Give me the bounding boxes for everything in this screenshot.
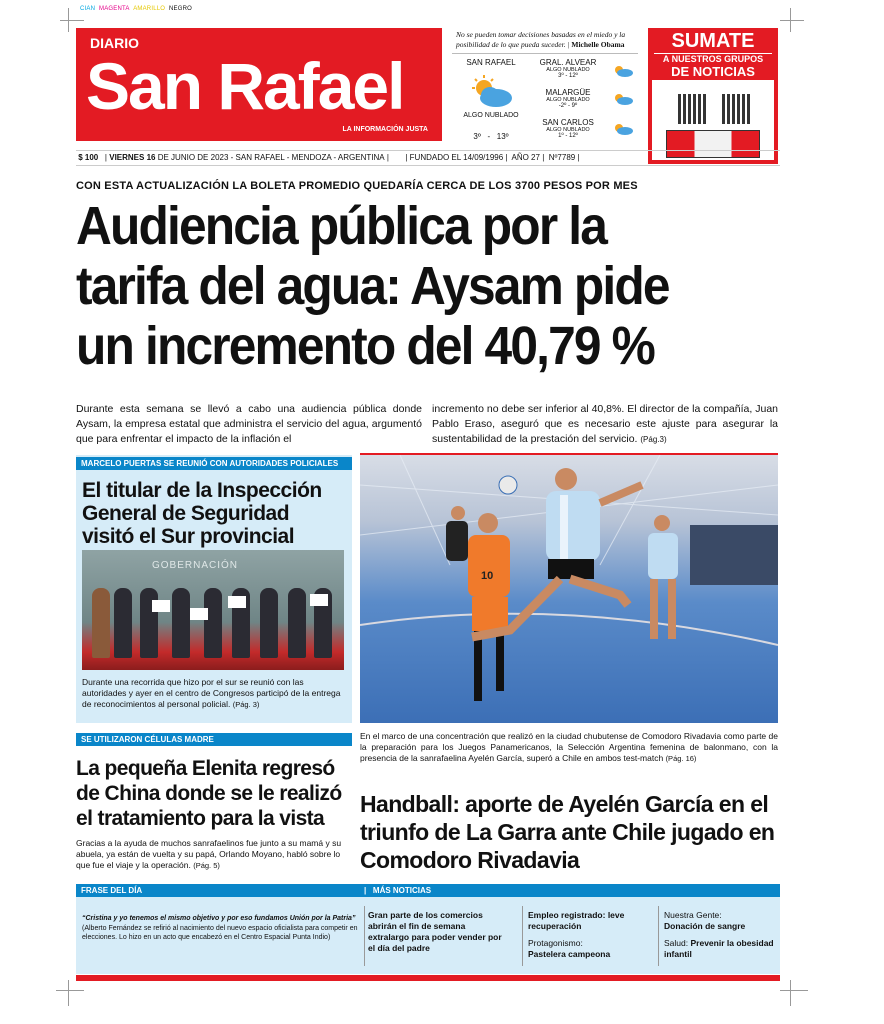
sun-cloud-icon [612, 92, 634, 106]
crop-mark [60, 20, 84, 21]
crop-mark [780, 20, 804, 21]
masthead-diario: DIARIO [90, 35, 139, 51]
founded: FUNDADO EL 14/09/1996 [409, 153, 504, 162]
photo-sign: GOBERNACIÓN [152, 560, 239, 571]
promo-line2: DE NOTICIAS [671, 64, 755, 79]
news-donacion[interactable]: Nuestra Gente: Donación de sangre [664, 910, 746, 931]
issue-number: Nº7789 [548, 153, 576, 162]
handball-photo[interactable] [360, 455, 778, 723]
crop-mark [790, 980, 791, 1006]
qr-code-icon [678, 94, 708, 124]
main-headline[interactable]: Audiencia pública por la tarifa del agua: Aysam pide un incremento del 40,79 % [76, 196, 669, 376]
handball-title[interactable]: Handball: aporte de Ayelén García en el triunfo de La Garra ante Chile jugado en Comodoro Rivadavia [360, 791, 775, 873]
footer-bar [76, 884, 780, 974]
promo-line1: A NUESTROS GRUPOS [662, 54, 764, 64]
security-caption: Durante una recorrida que hizo por el sur se reunió con las autoridades y ayer en el centro de Congresos participó de la entrega de reconocimientos al personal policial. (Pág. 3) [82, 677, 341, 709]
section-label: SE UTILIZARON CÉLULAS MADRE [76, 733, 352, 746]
elenita-body: Gracias a la ayuda de muchos sanrafaelinos fue junto a su mamá y su abuela, ya están de vuelta y su papá, Orlando Moyano, habló sobre lo que fue el viaje y la operación. (Pág. 5) [76, 838, 342, 870]
news-empleo[interactable]: Empleo registrado: leve recuperación [528, 910, 625, 931]
main-page-ref: (Pág.3) [640, 435, 667, 444]
handball-players-illustration [360, 455, 778, 723]
security-photo [82, 550, 344, 670]
frase-label: FRASE DEL DÍA [81, 886, 143, 895]
masthead-tagline: LA INFORMACIÓN JUSTA [342, 126, 428, 133]
weather-max: 13º [496, 132, 509, 141]
crop-mark [790, 8, 791, 32]
weather-alvear: GRAL. ALVEAR ALGO NUBLADO 3º - 12º [539, 58, 597, 79]
mas-label: MÁS NOTICIAS [372, 886, 432, 895]
story-security[interactable] [76, 455, 352, 723]
masthead-name: San Rafael [86, 49, 404, 123]
news-comercios[interactable]: Gran parte de los comercios abrirán el fin de semana extralargo para poder vender por el día del padre [368, 910, 502, 953]
crop-mark [68, 8, 69, 32]
qr-code-icon [722, 94, 752, 124]
crop-mark [56, 990, 84, 991]
masthead-logo[interactable] [76, 28, 442, 141]
crop-mark [68, 980, 69, 1006]
weather-min: 3º [473, 132, 481, 141]
news-pastelera[interactable]: Protagonismo: Pastelera campeona [528, 938, 611, 959]
news-salud[interactable]: Salud: Prevenir la obesidad infantil [664, 938, 774, 959]
weather-malargue: MALARGÜE ALGO NUBLADO -2º - 9º [545, 88, 591, 109]
main-lead-col1: Durante esta semana se llevó a cabo una audiencia pública donde Aysam, la empresa estatal que administra el servicio del agua, argumentó que para enfrentar el impacto de la inflación el [76, 403, 422, 445]
jersey-number: 10 [481, 570, 494, 582]
price: $ 100 [78, 153, 99, 162]
date-rest: DE JUNIO DE 2023 - SAN RAFAEL - MENDOZA - ARGENTINA [157, 153, 385, 162]
weather-city: SAN RAFAEL [466, 58, 516, 67]
handball-caption: En el marco de una concentración que realizó en la ciudad chubutense de Comodoro Rivadavia como parte de la preparación para los Juegos Panamericanos, la Selección Argentina femenina de balonmano, con la presencia de la sanrafaelina Ayelén García, superó a Chile en ambos test-match (Pág. 16) [360, 731, 778, 763]
crop-mark [780, 990, 808, 991]
story-security-title: El titular de la Inspección General de Seguridad visitó el Sur provincial [82, 479, 322, 548]
weather-condition: ALGO NUBLADO [463, 112, 519, 119]
elenita-title[interactable]: La pequeña Elenita regresó de China donde se le realizó el tratamiento para la vista [76, 757, 342, 830]
sun-cloud-icon [468, 74, 514, 108]
footer-header: FRASE DEL DÍA | MÁS NOTICIAS [76, 884, 780, 897]
color-registration: CIAN MAGENTA AMARILLO NEGRO [80, 6, 193, 12]
edition-info-bar: $ 100 | VIERNES 16 DE JUNIO DE 2023 - SAN RAFAEL - MENDOZA - ARGENTINA | | FUNDADO EL 14/09/1996 | AÑO 27 | Nº7789 | [76, 150, 780, 166]
quote-of-day: No se pueden tomar decisiones basadas en el miedo y la posibilidad de lo que pueda suceder. | Michelle Obama [452, 28, 638, 54]
main-lead-col2: incremento no debe ser inferior al 40,8%. El director de la compañía, Juan Pablo Eraso, aseguró que es necesario este ajuste para asegurar la sustentabilidad de la prestación del servicio. (Pág.3) [432, 403, 778, 445]
sun-cloud-icon [612, 122, 634, 136]
main-kicker: CON ESTA ACTUALIZACIÓN LA BOLETA PROMEDIO QUEDARÍA CERCA DE LOS 3700 PESOS POR MES [76, 180, 638, 192]
year: AÑO 27 [511, 153, 540, 162]
footer-red-rule [76, 975, 780, 981]
weather-san-carlos: SAN CARLOS ALGO NUBLADO 1º - 12º [542, 118, 594, 139]
sun-cloud-icon [612, 64, 634, 78]
news-groups-promo[interactable] [648, 28, 778, 164]
promo-qr-area [652, 80, 774, 160]
date-day: VIERNES 16 [109, 153, 156, 162]
section-label: MARCELO PUERTAS SE REUNIÓ CON AUTORIDADES POLICIALES [76, 457, 352, 470]
frase-del-dia: “Cristina y yo tenemos el mismo objetivo y por eso fundamos Unión por la Patria” (Alberto Fernández se refirió al nacimiento del nuevo espacio oficialista para competir en elecciones. Lo hizo en un acto que encabezó en el Centro Espacial Punta Indio) [82, 915, 358, 941]
promo-title: SUMATE [671, 30, 755, 52]
